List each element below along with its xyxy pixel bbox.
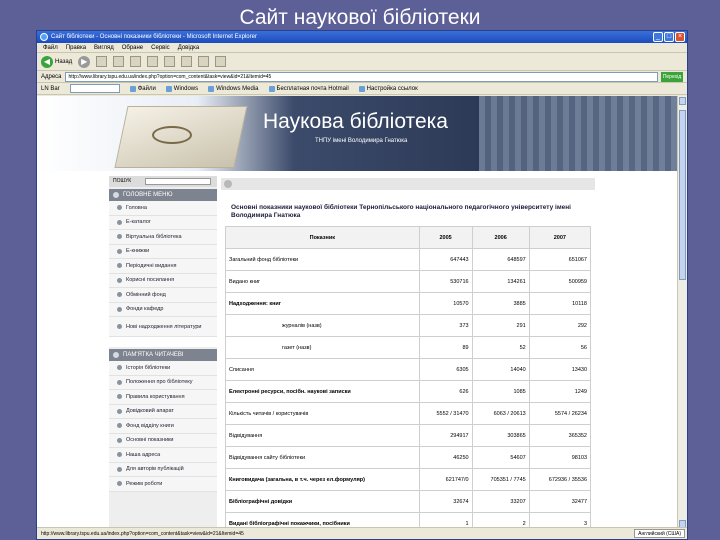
- table-row: [226, 337, 591, 359]
- bullet-icon: [117, 263, 122, 268]
- bullet-icon: [117, 467, 122, 472]
- address-label: Адреса: [41, 73, 62, 80]
- link-icon: [359, 86, 365, 92]
- reader-menu-header: ПАМ'ЯТКА ЧИТАЧЕВІ: [109, 349, 217, 361]
- bullet-icon: [117, 234, 122, 239]
- row-value: 1: [419, 513, 472, 530]
- link-windows-media[interactable]: Windows Media: [208, 86, 258, 92]
- menu-bar: [37, 43, 687, 53]
- main-menu-item-label: Корисні посилання: [126, 277, 175, 284]
- scroll-thumb[interactable]: [679, 110, 686, 280]
- table-row: [226, 425, 591, 447]
- row-value: 33207: [472, 491, 529, 513]
- main-menu-item[interactable]: [109, 245, 217, 260]
- mail-icon[interactable]: [198, 56, 209, 67]
- linksbar-label: LN Bar: [41, 85, 60, 92]
- row-label: Надходження: книг: [226, 293, 420, 315]
- bullet-icon: [117, 380, 122, 385]
- window-titlebar: [37, 31, 687, 43]
- refresh-icon[interactable]: [113, 56, 124, 67]
- row-value: 46250: [419, 447, 472, 469]
- article-header-bar: [221, 178, 595, 190]
- menu-edit[interactable]: Правка: [65, 45, 87, 51]
- row-value: 1085: [472, 381, 529, 403]
- row-value: 1249: [529, 381, 590, 403]
- ie-logo-icon: [40, 33, 48, 41]
- stop-icon[interactable]: [96, 56, 107, 67]
- row-value: 373: [419, 315, 472, 337]
- bullet-icon: [117, 324, 122, 329]
- main-menu-item[interactable]: [109, 259, 217, 274]
- vertical-scrollbar[interactable]: [677, 96, 687, 529]
- site-subtitle: ТНПУ імені Володимира Гнатюка: [315, 138, 408, 144]
- site-title: Наукова бібліотека: [263, 110, 448, 133]
- row-value: 14040: [472, 359, 529, 381]
- row-label: Бібліографічні довідки: [226, 491, 420, 513]
- bullet-icon: [117, 205, 122, 210]
- main-menu-item-label: Періодичні видання: [126, 262, 177, 269]
- forward-button[interactable]: [78, 56, 90, 68]
- row-value: 32477: [529, 491, 590, 513]
- row-value: 648597: [472, 249, 529, 271]
- row-value: 672936 / 35536: [529, 469, 590, 491]
- table-row: [226, 381, 591, 403]
- site-banner: [37, 96, 679, 171]
- row-label: Списання: [226, 359, 420, 381]
- reader-menu-item[interactable]: [109, 477, 217, 492]
- row-value: 705351 / 7745: [472, 469, 529, 491]
- row-value: 3: [529, 513, 590, 530]
- bullet-icon: [117, 452, 122, 457]
- glasses-image: [152, 126, 192, 144]
- site-search-input[interactable]: [145, 178, 211, 185]
- main-menu-item-label: Е-книжки: [126, 248, 150, 255]
- row-value: 530716: [419, 271, 472, 293]
- row-value: 13430: [529, 359, 590, 381]
- home-icon[interactable]: [130, 56, 141, 67]
- reader-menu-item[interactable]: [109, 463, 217, 478]
- status-url: http://www.library.tspu.edu.ua/index.php?option=com_content&task=view&id=21&Itemid=45: [41, 531, 244, 537]
- reader-menu-item[interactable]: [109, 376, 217, 391]
- row-value: 3885: [472, 293, 529, 315]
- main-article: [221, 178, 595, 528]
- reader-menu-item[interactable]: [109, 405, 217, 420]
- reader-menu-item[interactable]: [109, 434, 217, 449]
- bullet-icon: [117, 409, 122, 414]
- menu-view[interactable]: Вигляд: [94, 45, 114, 51]
- go-button[interactable]: Перехід: [662, 73, 682, 80]
- menu-favorites[interactable]: Обране: [121, 45, 144, 51]
- bullet-icon: [117, 292, 122, 297]
- table-row: [226, 491, 591, 513]
- main-menu-item-label: Головна: [126, 204, 147, 211]
- reader-menu-item-label: Основні показники: [126, 437, 174, 444]
- row-label: Видані бібліографічні покажчики, посібники: [226, 513, 420, 530]
- table-row: [226, 249, 591, 271]
- main-menu-header: ГОЛОВНЕ МЕНЮ: [109, 189, 217, 201]
- row-value: 6063 / 20613: [472, 403, 529, 425]
- language-indicator[interactable]: Английский (США): [634, 529, 685, 538]
- bullet-icon: [117, 307, 122, 312]
- row-value: 651067: [529, 249, 590, 271]
- row-value: 52: [472, 337, 529, 359]
- row-value: 626: [419, 381, 472, 403]
- reader-menu-item-label: Положення про бібліотеку: [126, 379, 193, 386]
- table-row: [226, 359, 591, 381]
- table-row: [226, 271, 591, 293]
- row-value: 134261: [472, 271, 529, 293]
- address-bar: [37, 71, 687, 83]
- main-menu-item[interactable]: [109, 230, 217, 245]
- table-header: Показник: [226, 227, 420, 249]
- reader-menu-item[interactable]: [109, 448, 217, 463]
- link-customize[interactable]: Настройка ссылок: [359, 86, 418, 92]
- reader-menu-item-label: Наша адреса: [126, 451, 161, 458]
- history-icon[interactable]: [181, 56, 192, 67]
- bullet-icon: [117, 481, 122, 486]
- menu-tools[interactable]: Сервіс: [151, 45, 170, 51]
- table-row: [226, 447, 591, 469]
- reader-menu-item-label: Режим роботи: [126, 480, 163, 487]
- main-menu-item[interactable]: [109, 303, 217, 318]
- link-icon: [269, 86, 275, 92]
- reader-menu-item[interactable]: [109, 419, 217, 434]
- row-value: 5574 / 26234: [529, 403, 590, 425]
- forward-arrow-icon: ▶: [78, 56, 90, 68]
- table-row: [226, 293, 591, 315]
- table-header: 2005: [419, 227, 472, 249]
- links-bar: [37, 83, 687, 95]
- main-menu-item[interactable]: [109, 274, 217, 289]
- menu-header-icon: [113, 352, 119, 358]
- bullet-icon: [117, 249, 122, 254]
- statistics-table: [225, 226, 591, 529]
- menu-help[interactable]: Довідка: [177, 45, 200, 51]
- row-value: 2: [472, 513, 529, 530]
- row-value: 294917: [419, 425, 472, 447]
- site-search: [109, 176, 217, 187]
- row-value: 303865: [472, 425, 529, 447]
- page-content: [37, 96, 679, 529]
- article-icon: [224, 180, 232, 188]
- link-hotmail[interactable]: Бесплатная почта Hotmail: [269, 86, 349, 92]
- link-windows[interactable]: Windows: [166, 86, 198, 92]
- menu-header-icon: [113, 192, 119, 198]
- row-label: Електронні ресурси, посібн. наукові записки: [226, 381, 420, 403]
- row-value: 292: [529, 315, 590, 337]
- main-menu-item-label: Віртуальна бібліотека: [126, 233, 182, 240]
- bullet-icon: [117, 423, 122, 428]
- toolbar: [37, 53, 687, 71]
- minimize-button[interactable]: _: [653, 32, 663, 42]
- row-value: 89: [419, 337, 472, 359]
- main-menu-item-label: Нові надходження літератури: [126, 323, 202, 330]
- bullet-icon: [117, 438, 122, 443]
- reader-menu-item[interactable]: [109, 361, 217, 376]
- scroll-up-icon[interactable]: [679, 97, 686, 105]
- row-value: 647443: [419, 249, 472, 271]
- main-menu-item[interactable]: [109, 288, 217, 303]
- row-value: 10118: [529, 293, 590, 315]
- reader-menu-item[interactable]: [109, 390, 217, 405]
- main-menu-item[interactable]: [109, 216, 217, 231]
- favorites-icon[interactable]: [164, 56, 175, 67]
- main-menu-item-label: Фонди кафедр: [126, 306, 164, 313]
- row-value: 621747/0: [419, 469, 472, 491]
- reader-menu-item-label: Для авторів публікацій: [126, 466, 184, 473]
- close-button[interactable]: ×: [675, 32, 685, 42]
- row-value: 10570: [419, 293, 472, 315]
- article-title: Основні показники наукової бібліотеки Тернопільського національного педагогічного університету імені Володимира Гнатюка: [231, 204, 571, 219]
- bullet-icon: [117, 278, 122, 283]
- linksbar-search-input[interactable]: [70, 84, 120, 93]
- row-label: Видано книг: [226, 271, 420, 293]
- left-navigation: [109, 176, 217, 529]
- reader-menu-item-label: Довідковий апарат: [126, 408, 174, 415]
- row-label: Відвідування: [226, 425, 420, 447]
- site-search-label: ПОШУК: [113, 178, 132, 184]
- slide-title: Сайт наукової бібліотеки: [239, 6, 481, 29]
- row-value: 291: [472, 315, 529, 337]
- row-value: 56: [529, 337, 590, 359]
- main-menu-item-label: Обмінний фонд: [126, 291, 166, 298]
- main-menu-item[interactable]: [109, 201, 217, 216]
- table-header: 2006: [472, 227, 529, 249]
- browser-window: [36, 30, 688, 540]
- print-icon[interactable]: [215, 56, 226, 67]
- address-input[interactable]: http://www.library.tspu.edu.ua/index.php?option=com_content&task=view&id=21&Itemid=45: [65, 72, 658, 82]
- main-menu-item[interactable]: [109, 317, 217, 337]
- reader-menu-item-label: Фонд відділу книги: [126, 422, 174, 429]
- row-label: Кількість читачів / користувачів: [226, 403, 420, 425]
- main-menu-item-label: Е-каталог: [126, 219, 151, 226]
- link-icon: [208, 86, 214, 92]
- row-label: газет (назв): [226, 337, 420, 359]
- row-value: 98103: [529, 447, 590, 469]
- table-row: [226, 315, 591, 337]
- search-icon[interactable]: [147, 56, 158, 67]
- row-label: Відвідування сайту бібліотеки: [226, 447, 420, 469]
- bullet-icon: [117, 220, 122, 225]
- bullet-icon: [117, 365, 122, 370]
- link-icon: [166, 86, 172, 92]
- window-title: Сайт бібліотеки - Основні показники бібліотеки - Microsoft Internet Explorer: [51, 34, 257, 40]
- table-header: 2007: [529, 227, 590, 249]
- bullet-icon: [117, 394, 122, 399]
- linksbar-files-button[interactable]: Файли: [130, 86, 156, 92]
- maximize-button[interactable]: □: [664, 32, 674, 42]
- back-button[interactable]: ◀ Назад: [41, 56, 72, 68]
- status-bar: [37, 527, 688, 539]
- folder-icon: [130, 86, 136, 92]
- row-value: 500959: [529, 271, 590, 293]
- back-arrow-icon: ◀: [41, 56, 53, 68]
- row-label: журналів (назв): [226, 315, 420, 337]
- building-image: [479, 96, 679, 171]
- row-label: Книговидача (загальна, в т.ч. через ел.формуляр): [226, 469, 420, 491]
- row-value: 54607: [472, 447, 529, 469]
- reader-menu-item-label: Історія бібліотеки: [126, 364, 171, 371]
- reader-menu-item-label: Правила користування: [126, 393, 185, 400]
- row-value: 6305: [419, 359, 472, 381]
- table-row: [226, 469, 591, 491]
- row-label: Загальний фонд бібліотеки: [226, 249, 420, 271]
- row-value: 32674: [419, 491, 472, 513]
- table-row: [226, 403, 591, 425]
- row-value: 5552 / 31470: [419, 403, 472, 425]
- menu-file[interactable]: Файл: [43, 45, 58, 51]
- row-value: 365352: [529, 425, 590, 447]
